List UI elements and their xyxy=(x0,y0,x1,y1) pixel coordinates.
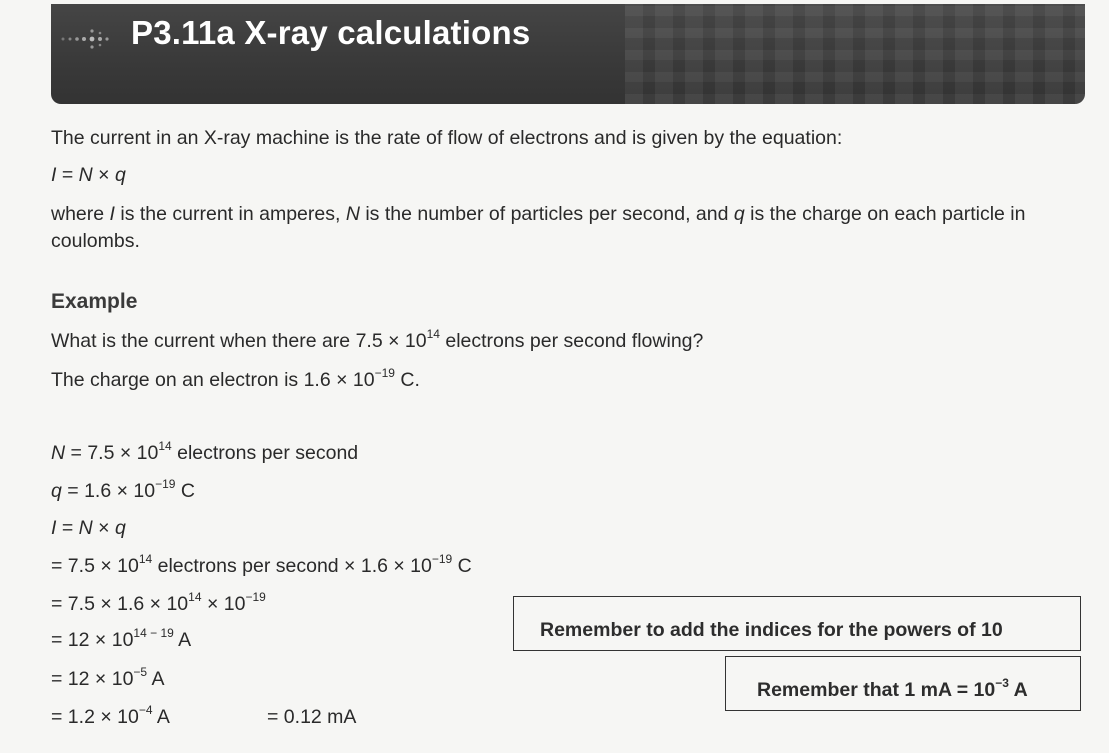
working-equals: = xyxy=(56,517,79,539)
question-exponent: 14 xyxy=(426,327,440,341)
where-symbol-i: I xyxy=(109,203,115,225)
working-exponent: −5 xyxy=(133,665,148,679)
milliamp-note-text-a: Remember that 1 mA = 10 xyxy=(757,679,996,701)
milliamp-note-text-b: A xyxy=(1008,679,1028,701)
eq-symbol-n: N xyxy=(78,164,93,186)
where-text-b: is the current in amperes, xyxy=(114,203,346,225)
working-symbol-q: q xyxy=(51,480,62,502)
eq-symbol-i: I xyxy=(51,164,57,186)
working-line-combine xyxy=(51,628,191,652)
dots-decoration-icon xyxy=(59,24,139,54)
working-text: A xyxy=(152,706,170,728)
working-line-formula xyxy=(51,516,126,540)
intro-equation xyxy=(51,163,126,187)
where-text-d: is the charge on each particle in coulombs. xyxy=(51,203,1026,252)
where-text-c: is the number of particles per second, and xyxy=(359,203,734,225)
intro-line: The current in an X-ray machine is the rate of flow of electrons and is given by the equation: xyxy=(51,127,843,149)
working-text: electrons per second xyxy=(171,442,359,464)
working-text: = 1.2 × 10 xyxy=(51,706,139,728)
question-text-b: electrons per second flowing? xyxy=(439,330,704,352)
working-line-simplify xyxy=(51,667,164,691)
working-text: C xyxy=(175,480,195,502)
banner-pattern xyxy=(625,4,1085,104)
answer-milliamps: = 0.12 mA xyxy=(267,706,357,728)
page-title: P3.11a X-ray calculations xyxy=(131,14,531,51)
milliamp-note-box xyxy=(725,656,1081,711)
header-banner xyxy=(51,4,1085,104)
working-line-q xyxy=(51,479,195,503)
eq-times: × xyxy=(92,164,115,186)
working-exponent: −19 xyxy=(431,552,453,566)
eq-equals: = xyxy=(56,164,79,186)
working-times: × xyxy=(92,517,115,539)
working-exponent: 14 xyxy=(158,439,172,453)
working-text: = 7.5 × 10 xyxy=(51,555,139,577)
example-heading: Example xyxy=(51,290,138,313)
definition-paragraph xyxy=(51,201,1081,255)
working-line-substitute xyxy=(51,554,472,578)
working-exponent: −4 xyxy=(138,703,153,717)
working-text: = 12 × 10 xyxy=(51,668,134,690)
indices-note-text: Remember to add the indices for the powers of 10 xyxy=(540,619,1003,641)
working-exponent: −19 xyxy=(245,590,266,604)
working-text: = 7.5 × 10 xyxy=(65,442,159,464)
working-symbol-i: I xyxy=(51,517,57,539)
working-line-answer xyxy=(51,705,170,729)
working-text: A xyxy=(173,629,192,651)
indices-note-box xyxy=(513,596,1081,651)
question-text-a: What is the current when there are 7.5 × 10 xyxy=(51,330,427,352)
example-question xyxy=(51,329,703,353)
working-exponent: 14 xyxy=(188,590,202,604)
working-text: = 7.5 × 1.6 × 10 xyxy=(51,593,189,615)
example-charge xyxy=(51,368,420,392)
charge-exponent: −19 xyxy=(374,366,395,380)
working-symbol-n: N xyxy=(78,517,93,539)
working-text: = 1.6 × 10 xyxy=(61,480,156,502)
working-line-n xyxy=(51,441,358,465)
where-text-a: where xyxy=(51,203,110,225)
eq-symbol-q: q xyxy=(114,164,126,186)
where-symbol-n: N xyxy=(345,203,360,225)
working-symbol-q: q xyxy=(114,517,126,539)
working-exponent: 14 − 19 xyxy=(133,626,174,640)
where-symbol-q: q xyxy=(733,203,745,225)
working-text: × 10 xyxy=(201,593,246,615)
milliamp-note-text xyxy=(757,676,1028,702)
milliamp-note-exponent: −3 xyxy=(995,676,1009,690)
working-symbol-n: N xyxy=(51,442,66,464)
working-text: A xyxy=(147,668,165,690)
working-text: electrons per second × 1.6 × 10 xyxy=(152,555,432,577)
charge-text-a: The charge on an electron is 1.6 × 10 xyxy=(51,369,375,391)
working-line-rearrange xyxy=(51,592,266,616)
working-text: C xyxy=(452,555,472,577)
charge-text-b: C. xyxy=(394,369,420,391)
working-exponent: −19 xyxy=(155,477,176,491)
working-exponent: 14 xyxy=(138,552,153,566)
working-text: = 12 × 10 xyxy=(51,629,134,651)
